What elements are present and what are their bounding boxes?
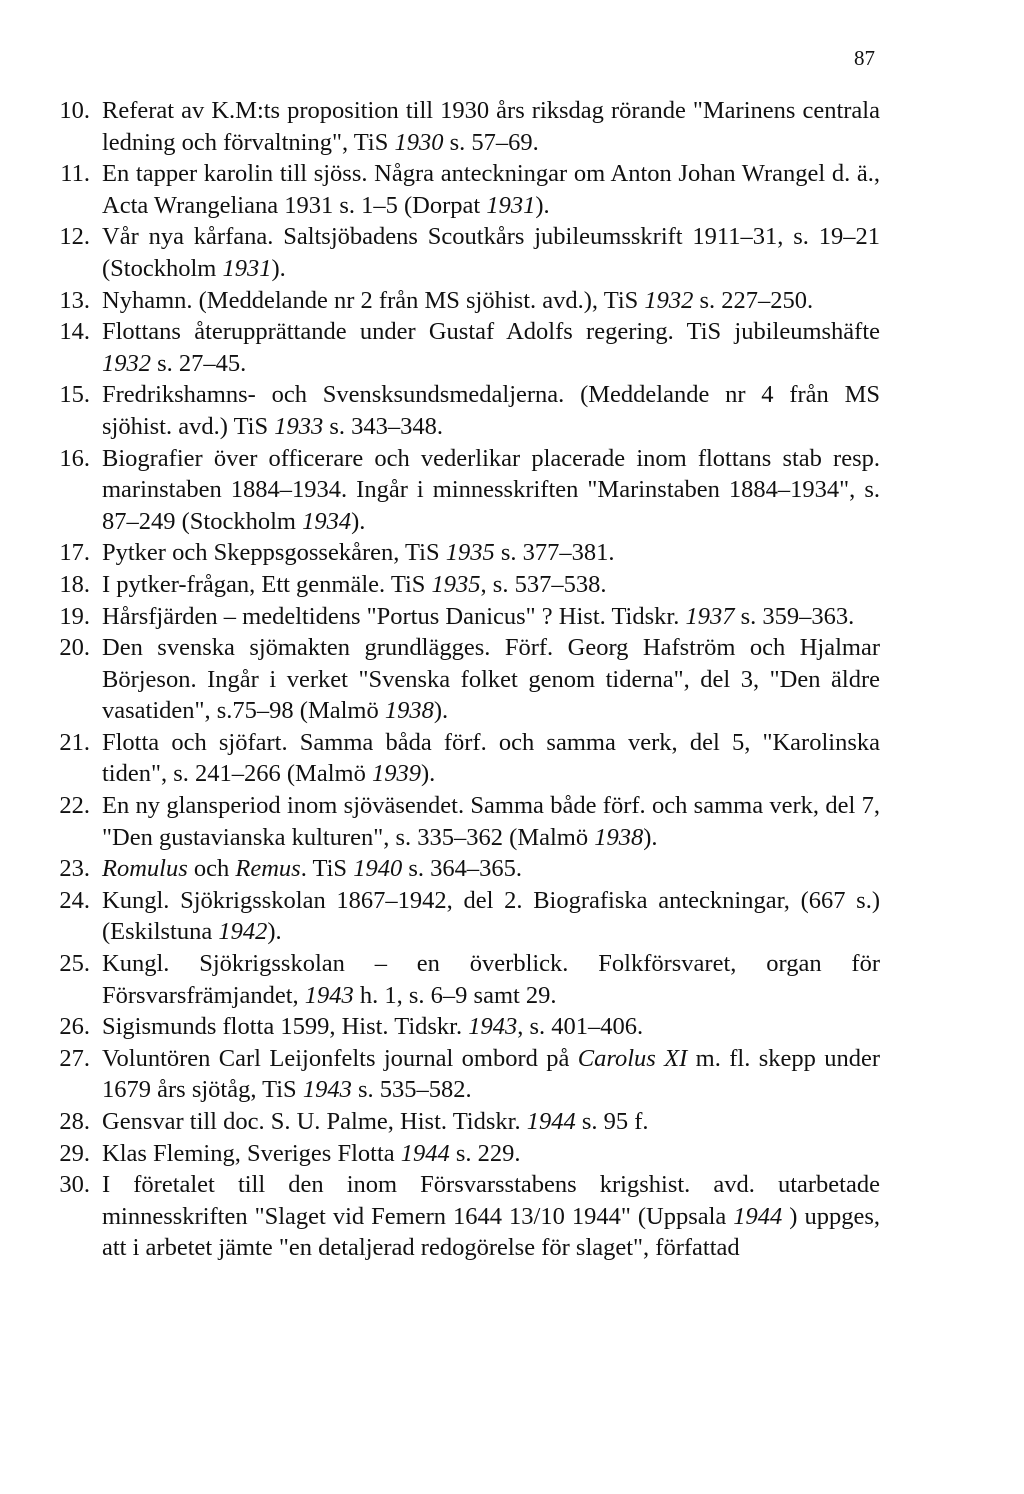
entry-text — [90, 158, 880, 221]
italic-text: 1931 — [222, 254, 272, 282]
entry-number: 10. — [59, 97, 90, 124]
entry-text — [90, 1169, 880, 1264]
italic-text: 1935 — [431, 570, 481, 598]
bibliography-entry — [40, 95, 880, 158]
bibliography-entry — [40, 285, 880, 317]
entry-text-segment: s. 364–365. — [402, 855, 522, 883]
italic-text: 1937 — [685, 602, 735, 630]
bibliography-entry — [40, 632, 880, 727]
entry-number: 29. — [59, 1139, 90, 1167]
italic-text: Remus — [235, 855, 301, 883]
entry-text-segment: s. 27–45. — [151, 349, 247, 377]
bibliography-entry — [40, 790, 880, 853]
entry-text-segment: s. 229. — [449, 1139, 521, 1167]
entry-text-segment: Hårsfjärden – medeltidens "Portus Danicus" ? Hist. Tidskr. — [102, 602, 686, 630]
bibliography-entry — [40, 601, 880, 633]
entry-text-segment: En ny glansperiod inom sjöväsendet. Samma både förf. och samma verk, del 7, "Den gustavianska kulturen", s. 335–362 (Malmö — [102, 792, 880, 851]
entry-text-segment: , s. 537–538. — [480, 570, 607, 598]
entry-number: 11. — [60, 160, 90, 188]
entry-text-segment: s. 359–363. — [734, 602, 855, 630]
bibliography-entry — [40, 1011, 880, 1043]
entry-number: 24. — [59, 886, 90, 914]
entry-text — [90, 379, 880, 442]
italic-text: 1940 — [353, 855, 403, 883]
entry-number: 15. — [59, 381, 90, 409]
entry-text-segment: s. 95 f. — [575, 1108, 649, 1135]
entry-text-segment: ). — [433, 697, 449, 725]
entry-text-segment: och — [187, 855, 236, 883]
entry-number: 28. — [59, 1108, 90, 1135]
entry-number: 22. — [59, 792, 90, 820]
entry-text-segment: ). — [351, 507, 366, 535]
entry-text-segment: I pytker-frågan, Ett genmäle. TiS — [102, 570, 432, 598]
entry-text — [90, 95, 880, 158]
italic-text: Romulus — [102, 855, 188, 883]
italic-text: 1932 — [102, 349, 151, 377]
italic-text: 1938 — [384, 697, 434, 725]
entry-text-segment: Vår nya kårfana. Saltsjöbadens Scoutkårs jubileumsskrift 1911–31, s. 19–21 (Stockholm — [102, 223, 880, 282]
bibliography-entry — [40, 1169, 880, 1264]
entry-text-segment: s. 535–582. — [351, 1076, 472, 1104]
entry-text-segment: ). — [267, 918, 282, 946]
entry-number: 30. — [59, 1171, 90, 1199]
italic-text: 1930 — [394, 128, 444, 156]
entry-text-segment: ). — [643, 823, 658, 851]
entry-text-segment: Kungl. Sjökrigsskolan 1867–1942, del 2. Biografiska anteckningar, (667 s.) (Eskilstuna — [102, 886, 880, 946]
entry-text — [90, 1043, 880, 1106]
entry-text-segment: Gensvar till doc. S. U. Palme, Hist. Tidskr. — [102, 1108, 527, 1135]
entry-text-segment: s. 227–250. — [693, 286, 814, 314]
entry-text — [90, 285, 880, 317]
entry-text — [90, 790, 880, 853]
page-number: 87 — [854, 46, 875, 70]
italic-text: 1943 — [304, 981, 354, 1009]
bibliography-entry — [40, 1138, 880, 1170]
entry-number: 14. — [59, 318, 90, 346]
entry-text — [90, 632, 880, 727]
italic-text: 1932 — [644, 286, 694, 314]
entry-text — [90, 537, 880, 569]
bibliography-entry — [40, 537, 880, 569]
entry-text — [90, 221, 880, 284]
italic-text: 1944 — [526, 1108, 576, 1135]
bibliography-list — [40, 95, 880, 1264]
bibliography-entry — [40, 1106, 880, 1138]
entry-text — [90, 885, 880, 948]
entry-number: 20. — [59, 634, 90, 662]
entry-text-segment: , s. 401–406. — [517, 1013, 644, 1041]
entry-text-segment: Voluntören Carl Leijonfelts journal ombord på — [102, 1044, 578, 1072]
bibliography-entry — [40, 379, 880, 442]
entry-number: 17. — [59, 539, 90, 567]
bibliography-entry — [40, 1043, 880, 1106]
italic-text: 1942 — [218, 918, 268, 946]
entry-number: 23. — [59, 855, 90, 883]
italic-text: 1943 — [468, 1013, 518, 1041]
entry-text-segment: Klas Fleming, Sveriges Flotta — [102, 1139, 401, 1167]
italic-text: 1943 — [302, 1076, 352, 1104]
entry-text-segment: Pytker och Skeppsgossekåren, TiS — [102, 539, 446, 567]
italic-text: 1938 — [594, 823, 644, 851]
entry-text-segment: Flotta och sjöfart. Samma båda förf. och samma verk, del 5, "Karolinska tiden", s. 241–266 (Malmö — [102, 728, 880, 788]
bibliography-entry — [40, 316, 880, 379]
entry-text — [90, 601, 880, 633]
entry-text-segment: ). — [535, 191, 550, 219]
italic-text: Carolus XI — [577, 1044, 688, 1072]
entry-text-segment: ) uppges, att i arbetet jämte "en detaljerad redogörelse för slaget", författad — [102, 1202, 880, 1262]
entry-number: 19. — [59, 602, 90, 630]
bibliography-entry — [40, 948, 880, 1011]
bibliography-entry — [40, 569, 880, 601]
entry-text-segment: Biografier över officerare och vederlikar placerade inom flottans stab resp. marinstaben 1884–1934. Ingår i minnesskriften "Marinstaben 1884–1934", s. 87–249 (Stockholm — [102, 444, 880, 535]
italic-text: 1934 — [302, 507, 352, 535]
entry-number: 27. — [59, 1044, 90, 1072]
bibliography-entry — [40, 158, 880, 221]
entry-text-segment: ). — [271, 254, 286, 282]
entry-text-segment: s. 377–381. — [494, 539, 615, 567]
italic-text: 1939 — [371, 760, 421, 788]
entry-text-segment: Sigismunds flotta 1599, Hist. Tidskr. — [102, 1013, 469, 1041]
entry-text-segment: Referat av K.M:ts proposition till 1930 års riksdag rörande "Marinens centrala ledning och förvaltning", TiS — [102, 97, 880, 156]
entry-text-segment: . TiS — [300, 855, 354, 883]
entry-text-segment: h. 1, s. 6–9 samt 29. — [353, 981, 557, 1009]
entry-text-segment: Kungl. Sjökrigsskolan – en överblick. Folkförsvaret, organ för Försvarsfrämjandet, — [102, 950, 880, 1009]
italic-text: 1933 — [274, 412, 324, 440]
entry-number: 18. — [59, 570, 90, 598]
italic-text: 1944 — [733, 1202, 783, 1230]
entry-text-segment: m. fl. skepp under 1679 års sjötåg, TiS — [102, 1044, 881, 1104]
entry-text — [90, 569, 880, 601]
entry-text-segment: I företalet till den inom Försvarsstabens krigshist. avd. utarbetade minnesskriften "Slaget vid Femern 1644 13/10 1944" (Uppsala — [102, 1171, 880, 1230]
entry-text-segment: Fredrikshamns- och Svensksundsmedaljerna. (Meddelande nr 4 från MS sjöhist. avd.) TiS — [102, 381, 880, 440]
entry-number: 21. — [59, 728, 90, 756]
entry-number: 12. — [59, 223, 90, 251]
italic-text: 1935 — [445, 539, 495, 567]
entry-text — [90, 316, 880, 379]
entry-text-segment: Nyhamn. (Meddelande nr 2 från MS sjöhist. avd.), TiS — [102, 286, 645, 314]
entry-text-segment: s. 57–69. — [443, 128, 539, 156]
bibliography-entry — [40, 443, 880, 538]
bibliography-entry — [40, 727, 880, 790]
italic-text: 1931 — [486, 191, 536, 219]
entry-text — [90, 853, 880, 885]
entry-text — [90, 948, 880, 1011]
entry-text — [90, 727, 880, 790]
entry-text-segment: En tapper karolin till sjöss. Några anteckningar om Anton Johan Wrangel d. ä., Acta Wrangeliana 1931 s. 1–5 (Dorpat — [102, 160, 880, 219]
bibliography-entry — [40, 853, 880, 885]
entry-text-segment: ). — [420, 760, 436, 788]
entry-text-segment: Flottans återupprättande under Gustaf Adolfs regering. TiS jubileumshäfte — [102, 318, 880, 346]
entry-text-segment: Den svenska sjömakten grundlägges. Förf. Georg Hafström och Hjalmar Börjeson. Ingår i verket "Svenska folket genom tiderna", del 3, "Den äldre vasatiden", s.75–98 (Malmö — [102, 634, 880, 725]
entry-number: 13. — [59, 286, 90, 314]
entry-text — [90, 1106, 880, 1138]
entry-text — [90, 1011, 880, 1043]
entry-text — [90, 1138, 880, 1170]
entry-text — [90, 443, 880, 538]
italic-text: 1944 — [400, 1139, 450, 1167]
entry-number: 16. — [59, 444, 90, 472]
entry-text-segment: s. 343–348. — [323, 412, 444, 440]
bibliography-entry — [40, 221, 880, 284]
entry-number: 26. — [59, 1013, 90, 1041]
bibliography-entry — [40, 885, 880, 948]
entry-number: 25. — [59, 950, 90, 978]
